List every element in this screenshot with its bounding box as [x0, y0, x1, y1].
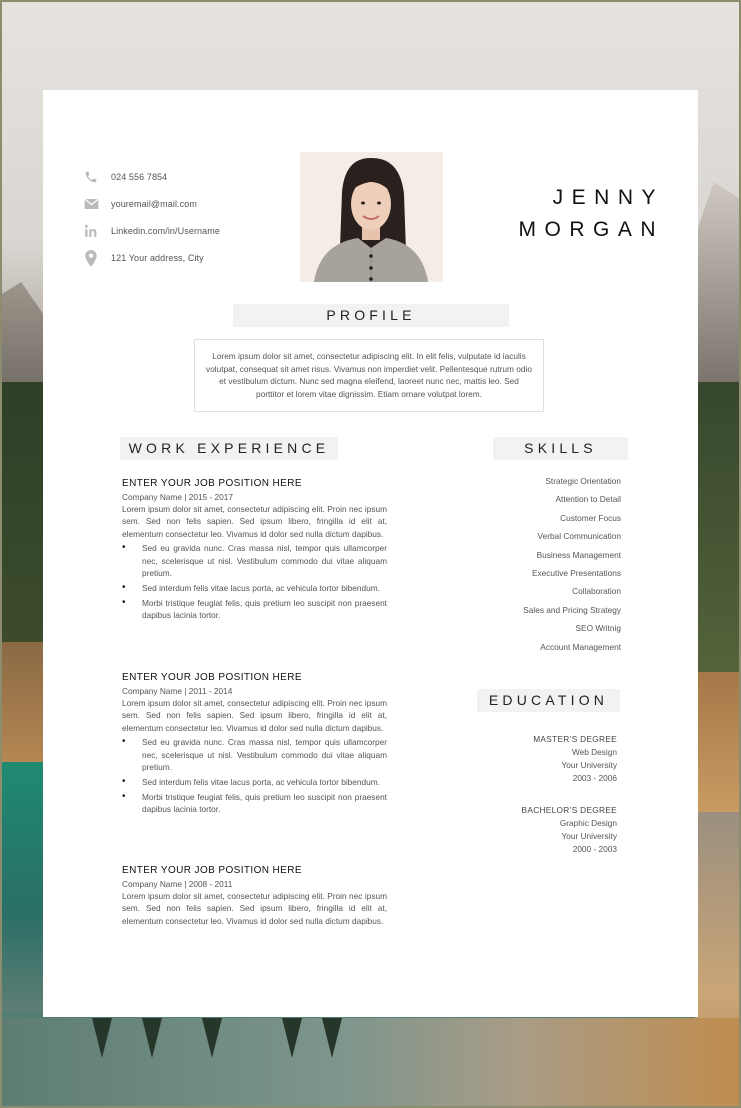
job-bullets: [122, 542, 387, 621]
skill-item: Sales and Pricing Strategy: [523, 604, 621, 615]
skill-item: Verbal Communication: [537, 531, 621, 542]
profile-heading: PROFILE: [233, 304, 509, 327]
phone-icon: [83, 169, 99, 185]
candidate-name: [519, 182, 665, 246]
linkedin-text: Linkedin.com/in/Username: [111, 226, 220, 236]
skill-item: Executive Presentations: [531, 567, 621, 578]
job-entry: [122, 672, 387, 818]
contact-address: [83, 248, 204, 268]
job-company: Company Name | 2008 - 2011: [122, 879, 233, 889]
profile-photo: [300, 152, 443, 282]
job-company: Company Name | 2011 - 2014: [122, 686, 233, 696]
job-title: ENTER YOUR JOB POSITION HERE: [122, 672, 302, 683]
address-text: 121 Your address, City: [111, 253, 204, 263]
tree-reflection: [142, 1018, 162, 1058]
location-pin-icon: [83, 250, 99, 266]
job-title: ENTER YOUR JOB POSITION HERE: [122, 478, 302, 489]
skills-list: [523, 474, 621, 658]
skill-item: Customer Focus: [560, 512, 621, 523]
field-of-study: Web Design: [571, 747, 617, 757]
education-entry: [522, 804, 617, 856]
years: 2003 - 2006: [572, 773, 617, 783]
job-bullet: • Sed eu gravida nunc. Cras massa nisl, tempor quis ullamcorper nec, scelerisque ut nisl. Vestibulum commodo dui vitae aliquam pretium.: [122, 736, 387, 773]
contact-phone: [83, 167, 167, 187]
phone-text: 024 556 7854: [111, 172, 168, 182]
contact-linkedin: [83, 221, 220, 241]
tree-reflection: [322, 1018, 342, 1058]
profile-summary: Lorem ipsum dolor sit amet, consectetur adipiscing elit. In elit felis, vulputate id iaculis volutpat, consequat sit amet risus. Vivamus non imperdiet velit. Pellentesque rutrum odio et vestibulum dictum. Nunc sed magna eleifend, laoreet nunc nec, mattis leo. Sed porttitor et lorem vitae dignissim. Etiam ornare volutpat lorem.: [194, 339, 544, 412]
job-entry: [122, 478, 387, 624]
shore-right: [695, 672, 739, 812]
school: Your University: [561, 760, 617, 770]
education-entry: [533, 733, 617, 785]
mail-icon: [83, 196, 99, 212]
work-experience-heading: WORK EXPERIENCE: [120, 437, 338, 460]
tree-reflection: [92, 1018, 112, 1058]
skills-heading: SKILLS: [493, 437, 628, 460]
job-bullets: [122, 736, 387, 815]
job-description: Lorem ipsum dolor sit amet, consectetur adipiscing elit. Proin nec ipsum sem. Sed non felis sapien. Sed ipsum libero, fringilla id elit at, elementum consectetur leo. Vivamus id dolor sed nulla dictum dapibus.: [122, 891, 387, 926]
skill-item: SEO Writnig: [575, 623, 621, 634]
job-bullet: • Sed interdum felis vitae lacus porta, ac vehicula tortor bibendum.: [122, 582, 387, 594]
job-bullet: • Sed eu gravida nunc. Cras massa nisl, tempor quis ullamcorper nec, scelerisque ut nisl. Vestibulum commodo dui vitae aliquam pretium.: [122, 542, 387, 579]
degree: BACHELOR’S DEGREE: [521, 805, 617, 815]
job-bullet: • Sed interdum felis vitae lacus porta, ac vehicula tortor bibendum.: [122, 776, 387, 788]
job-bullet: • Morbi tristique feugiat felis, quis pretium leo suscipit non praesent dapibus lacinia tortor.: [122, 791, 387, 816]
job-bullet: • Morbi tristique feugiat felis, quis pretium leo suscipit non praesent dapibus lacinia tortor.: [122, 597, 387, 622]
email-text: youremail@mail.com: [111, 199, 197, 209]
job-description: Lorem ipsum dolor sit amet, consectetur adipiscing elit. Proin nec ipsum sem. Sed non felis sapien. Sed ipsum libero, fringilla id elit at, elementum consectetur leo. Vivamus id dolor sed nulla dictum dapibus.: [122, 698, 387, 733]
skill-item: Attention to Detail: [555, 494, 621, 505]
skill-item: Business Management: [536, 549, 621, 560]
contact-email: [83, 194, 197, 214]
job-title: ENTER YOUR JOB POSITION HERE: [122, 865, 302, 876]
degree: MASTER’S DEGREE: [533, 734, 617, 744]
resume-page: [43, 90, 698, 1017]
job-entry: [122, 865, 387, 927]
tree-reflection: [202, 1018, 222, 1058]
skill-item: Collaboration: [572, 586, 621, 597]
shore-left: [2, 642, 48, 762]
tree-reflection: [282, 1018, 302, 1058]
education-heading: EDUCATION: [477, 689, 620, 712]
job-description: Lorem ipsum dolor sit amet, consectetur adipiscing elit. Proin nec ipsum sem. Sed non felis sapien. Sed ipsum libero, fringilla id elit at, elementum consectetur leo. Vivamus id dolor sed nulla dictum dapibus.: [122, 504, 387, 539]
lake-bottom: [2, 1018, 739, 1108]
mountain-right: [693, 182, 739, 382]
skill-item: Strategic Orientation: [545, 476, 621, 486]
forest-right: [695, 382, 739, 682]
field-of-study: Graphic Design: [559, 818, 617, 828]
first-name: JENNY: [552, 186, 664, 209]
job-company: Company Name | 2015 - 2017: [122, 492, 233, 502]
forest-left: [2, 382, 48, 662]
last-name: MORGAN: [518, 218, 664, 241]
school: Your University: [561, 831, 617, 841]
lake-left: [2, 762, 48, 1012]
linkedin-icon: [83, 223, 99, 239]
skill-item: Account Management: [540, 641, 621, 652]
years: 2000 - 2003: [572, 844, 617, 854]
